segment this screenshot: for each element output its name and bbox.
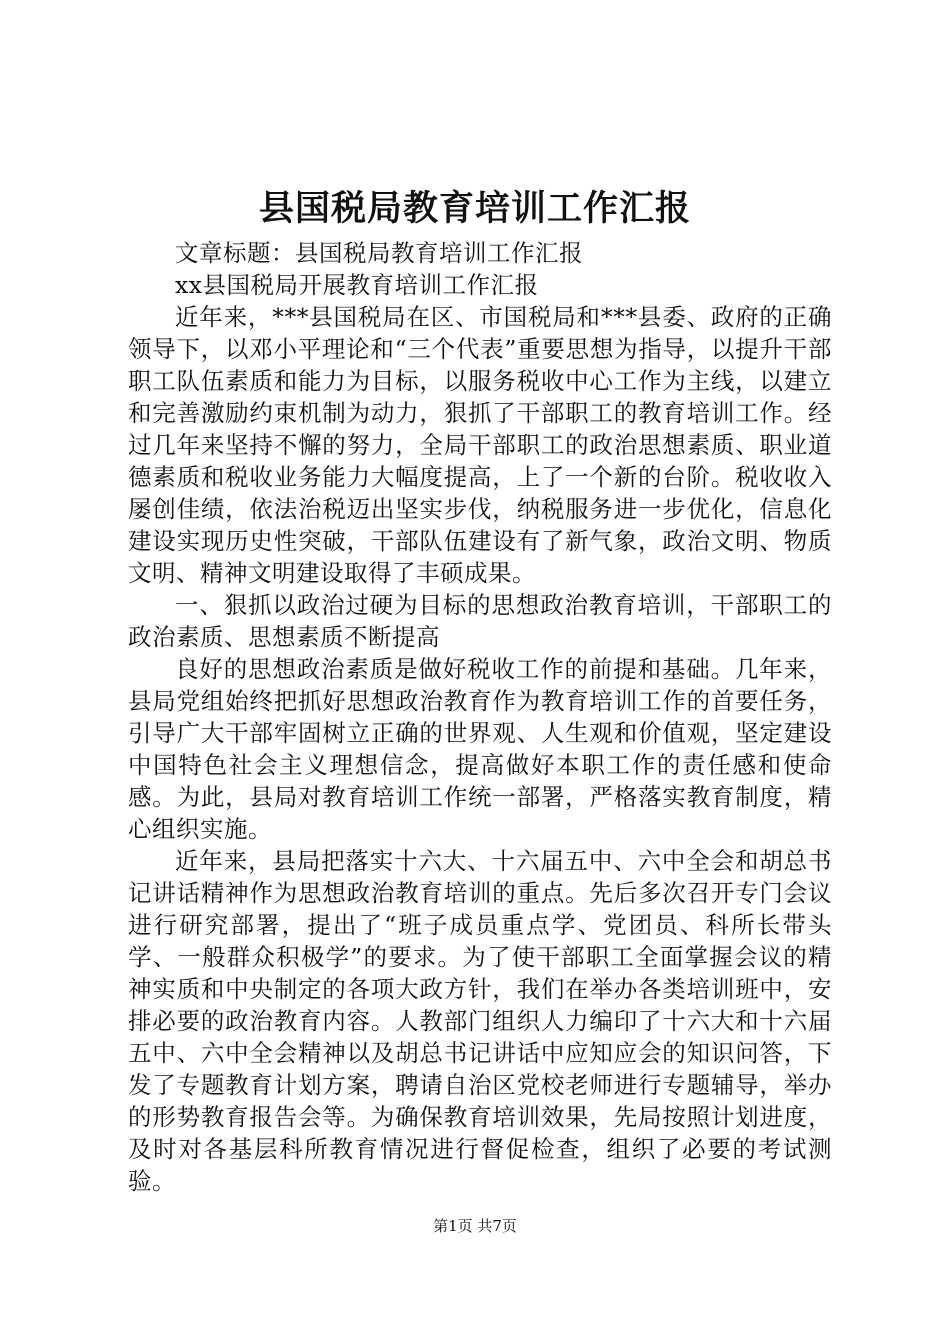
page-number-footer: 第1页 共7页 [433, 1217, 517, 1235]
section-heading: 一、狠抓以政治过硬为目标的思想政治教育培训，干部职工的政治素质、思想素质不断提高 [128, 591, 832, 651]
document-title: 县国税局教育培训工作汇报 [258, 188, 691, 229]
body-paragraph: 近年来，县局把落实十六大、十六届五中、六中全会和胡总书记讲话精神作为思想政治教育培训的重点。先后多次召开专门会议进行研究部署，提出了“班子成员重点学、党团员、科所长带头学、一般群众积极学”的要求。为了使干部职工全面掌握会议的精神实质和中央制定的各项大政方针，我们在举办各类培训班中，安排必要的政治教育内容。人教部门组织人力编印了十六大和十六届五中、六中全会精神以及胡总书记讲话中应知应会的知识问答，下发了专题教育计划方案，聘请自治区党校老师进行专题辅导，举办的形势教育报告会等。为确保教育培训效果，先局按照计划进度，及时对各基层科所教育情况进行督促检查，组织了必要的考试测验。 [128, 847, 832, 1195]
article-title-line: 文章标题：县国税局教育培训工作汇报 [175, 239, 583, 267]
body-paragraph: 近年来，***县国税局在区、市国税局和***县委、政府的正确领导下，以邓小平理论和“三个代表”重要思想为指导，以提升干部职工队伍素质和能力为目标，以服务税收中心工作为主线，以建立和完善激励约束机制为动力，狠抓了干部职工的教育培训工作。经过几年来坚持不懈的努力，全局干部职工的政治思想素质、职业道德素质和税收业务能力大幅度提高，上了一个新的台阶。税收收入屡创佳绩，依法治税迈出坚实步伐，纳税服务进一步优化，信息化建设实现历史性突破，干部队伍建设有了新气象，政治文明、物质文明、精神文明建设取得了丰硕成果。 [128, 303, 832, 587]
subtitle-line: xx县国税局开展教育培训工作汇报 [175, 271, 539, 299]
body-paragraph: 良好的思想政治素质是做好税收工作的前提和基础。几年来，县局党组始终把抓好思想政治教育作为教育培训工作的首要任务，引导广大干部牢固树立正确的世界观、人生观和价值观，坚定建设中国特色社会主义理想信念，提高做好本职工作的责任感和使命感。为此，县局对教育培训工作统一部署，严格落实教育制度，精心组织实施。 [128, 655, 832, 843]
document-body [128, 237, 832, 1197]
